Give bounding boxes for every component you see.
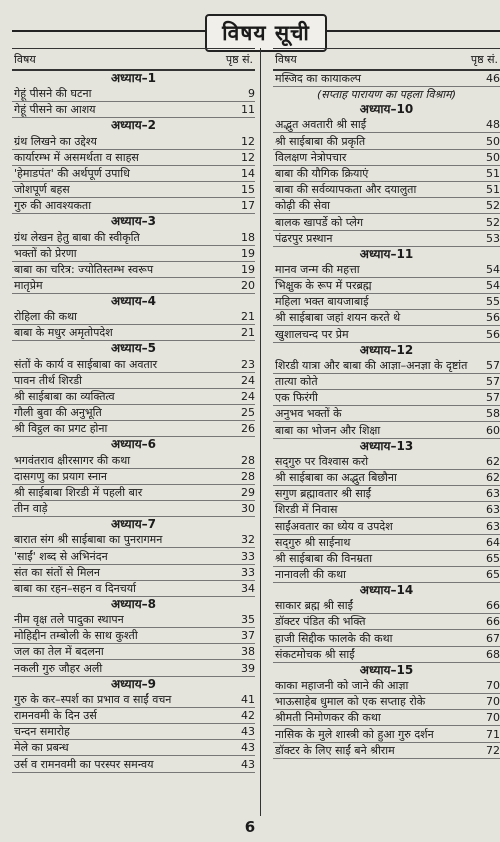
entry-title: श्री साईबाबा शिरडी में पहली बार	[14, 485, 143, 499]
toc-entry	[273, 374, 500, 390]
entry-title: भिक्षुक के रूप में परब्रह्म	[275, 279, 372, 293]
entry-title: मोहिद्दीन तम्बोली के साथ कुश्ती	[14, 629, 138, 643]
entry-title: गेहूं पीसने का आशय	[14, 103, 96, 117]
chapter-heading: अध्याय–2	[110, 118, 157, 133]
toc-entry	[12, 612, 255, 628]
entry-title: संकटमोचक श्री साईं	[275, 647, 355, 661]
entry-title: शिरडी में निवास	[275, 503, 338, 517]
entry-page: 43	[241, 757, 255, 771]
toc-entry	[273, 518, 500, 534]
entry-title: संत का संतों से मिलन	[14, 565, 100, 579]
entry-page: 19	[241, 246, 255, 260]
right-column	[273, 48, 500, 759]
entry-title: बालक खापर्डे को प्लेग	[275, 215, 364, 229]
toc-entry	[273, 454, 500, 470]
toc-entry	[12, 708, 255, 724]
chapter-heading: अध्याय–5	[110, 341, 157, 356]
left-contents	[12, 71, 255, 773]
entry-title: तीन वाड़े	[14, 502, 48, 516]
entry-title: भगवंतराव क्षीरसागर की कथा	[14, 453, 131, 467]
right-intro	[273, 71, 500, 87]
entry-page: 20	[241, 279, 255, 293]
toc-entry	[273, 710, 500, 726]
toc-entry	[12, 405, 255, 421]
entry-title: जल का तेल में बदलना	[14, 645, 104, 659]
entry-page: 52	[486, 215, 500, 229]
entry-page: 56	[486, 311, 500, 325]
toc-entry	[12, 692, 255, 708]
title-rule-left	[12, 30, 205, 32]
entry-title: गौली बुवा की अनुभूति	[14, 406, 102, 420]
entry-title: नीम वृक्ष तले पादुका स्थापन	[14, 613, 124, 627]
toc-entry	[12, 198, 255, 214]
entry-title: नकली गुरु जौहर अली	[14, 661, 103, 675]
entry-page: 24	[241, 390, 255, 403]
toc-entry	[12, 356, 255, 372]
toc-entry	[12, 166, 255, 182]
chapter-heading: अध्याय–15	[359, 662, 414, 677]
chapter-heading: अध्याय–1	[110, 71, 157, 85]
entry-page: 62	[486, 454, 500, 468]
entry-page: 34	[241, 581, 255, 595]
entry-page: 52	[486, 199, 500, 213]
entry-title: बाबा का चरित्र: ज्योतिस्तम्भ स्वरूप	[14, 262, 154, 276]
entry-page: 23	[241, 357, 255, 371]
entry-title: काका महाजनी को जाने की आज्ञा	[275, 679, 409, 692]
toc-entry	[273, 310, 500, 326]
chapter-heading: अध्याय–9	[110, 676, 157, 691]
toc-entry	[273, 294, 500, 310]
entry-title: जोशपूर्ण बहस	[14, 183, 70, 197]
toc-entry	[273, 567, 500, 583]
entry-title: बाबा का भोजन और शिक्षा	[275, 423, 381, 437]
entry-page: 14	[241, 166, 255, 180]
toc-entry	[273, 694, 500, 710]
entry-page: 19	[241, 262, 255, 276]
entry-title: गेहूं पीसने की घटना	[14, 87, 92, 101]
entry-page: 71	[486, 727, 500, 741]
title-rule-right	[323, 30, 500, 32]
entry-page: 32	[241, 533, 255, 547]
entry-page: 28	[241, 453, 255, 467]
toc-entry	[273, 198, 500, 214]
chapter-heading: अध्याय–11	[359, 246, 414, 261]
entry-page: 21	[241, 326, 255, 340]
entry-title: श्री विट्ठल का प्रगट होना	[14, 422, 108, 436]
entry-page: 62	[486, 470, 500, 484]
column-divider	[260, 48, 261, 816]
toc-entry	[273, 71, 500, 87]
toc-entry	[12, 756, 255, 772]
entry-page: 39	[241, 661, 255, 675]
entry-page: 21	[241, 310, 255, 324]
entry-page: 53	[486, 231, 500, 245]
page-heading: पृष्ठ सं.	[225, 52, 253, 66]
toc-entry	[273, 390, 500, 406]
entry-page: 29	[241, 485, 255, 499]
entry-title: रामनवमी के दिन उर्स	[14, 709, 97, 722]
toc-entry	[12, 660, 255, 676]
toc-entry	[12, 452, 255, 468]
toc-entry	[273, 422, 500, 438]
entry-page: 63	[486, 519, 500, 533]
entry-title: संतों के कार्य व साईबाबा का अवतार	[14, 357, 158, 371]
toc-entry	[12, 246, 255, 262]
entry-page: 24	[241, 373, 255, 387]
toc-entry	[273, 486, 500, 502]
toc-entry	[273, 214, 500, 230]
entry-title: बाबा की सर्वव्यापकता और दयालुता	[275, 183, 417, 197]
entry-title: डॉक्टर पंडित की भक्ति	[275, 615, 366, 629]
topic-heading: विषय	[14, 52, 36, 66]
entry-title: सद्‌गुरु पर विश्वास करो	[275, 454, 369, 468]
entry-page: 66	[486, 615, 500, 629]
entry-title: नानावली की कथा	[275, 568, 346, 582]
chapter-heading: अध्याय–4	[110, 294, 157, 309]
entry-page: 57	[486, 375, 500, 388]
entry-page: 43	[241, 725, 255, 739]
page-heading: पृष्ठ सं.	[470, 52, 498, 66]
entry-title: श्री साईबाबा की प्रकृति	[275, 134, 366, 148]
entry-page: 12	[241, 150, 255, 164]
toc-entry	[12, 581, 255, 597]
entry-title: हाजी सिद्दीक फालके की कथा	[275, 631, 393, 645]
entry-title: रोहिला की कथा	[14, 310, 77, 324]
entry-page: 33	[241, 549, 255, 563]
entry-page: 54	[486, 279, 500, 293]
entry-title: भाऊसाहेब धुमाल को एक सप्ताह रोके	[275, 695, 426, 709]
toc-entry	[273, 231, 500, 247]
entry-title: तात्या कोते	[275, 375, 318, 388]
toc-entry	[273, 262, 500, 278]
entry-title: सद्‌गुरु श्री साईनाथ	[275, 535, 351, 549]
entry-page: 15	[241, 183, 255, 197]
entry-page: 70	[486, 679, 500, 692]
entry-title: दासगणु का प्रयाग स्नान	[14, 469, 108, 483]
entry-title: श्रीमती निमोणकर की कथा	[275, 711, 381, 725]
toc-entry	[273, 726, 500, 742]
entry-title: मस्जिद का कायाकल्प	[275, 72, 361, 86]
entry-title: कोढ़ी की सेवा	[275, 199, 331, 213]
entry-title: कार्यारम्भ में असमर्थता व साहस	[14, 150, 139, 164]
entry-page: 54	[486, 262, 500, 276]
toc-entry	[12, 501, 255, 517]
entry-page: 65	[486, 568, 500, 582]
left-column	[12, 48, 255, 773]
right-contents	[273, 102, 500, 759]
entry-title: बारात संग श्री साईबाबा का पुनरागमन	[14, 533, 163, 547]
entry-page: 51	[486, 183, 500, 197]
toc-entry	[12, 133, 255, 149]
toc-entry	[12, 389, 255, 405]
entry-page: 50	[486, 150, 500, 164]
entry-page: 50	[486, 134, 500, 148]
entry-title: मातृप्रेम	[14, 279, 43, 293]
chapter-heading: अध्याय–3	[110, 214, 157, 229]
entry-page: 12	[241, 134, 255, 148]
toc-entry	[12, 644, 255, 660]
toc-entry	[273, 150, 500, 166]
toc-entry	[273, 551, 500, 567]
page-title: विषय सूची	[205, 14, 327, 52]
toc-entry	[273, 535, 500, 551]
toc-entry	[273, 647, 500, 663]
toc-entry	[12, 532, 255, 548]
entry-page: 28	[241, 469, 255, 483]
entry-page: 63	[486, 487, 500, 501]
intro-note: (सप्ताह पारायण का पहला विश्राम)	[316, 88, 456, 102]
entry-title: साकार ब्रह्म श्री साईं	[275, 599, 353, 613]
toc-entry	[12, 182, 255, 198]
entry-title: ग्रंथ लेखन हेतु बाबा की स्वीकृति	[14, 230, 140, 244]
toc-entry	[12, 724, 255, 740]
entry-page: 55	[486, 295, 500, 309]
entry-title: पंढरपुर प्रस्थान	[275, 231, 333, 245]
entry-page: 17	[241, 199, 255, 213]
entry-title: 'साईं' शब्द से अभिनंदन	[14, 549, 108, 563]
toc-entry	[273, 133, 500, 149]
entry-page: 46	[486, 72, 500, 86]
entry-title: ग्रंथ लिखने का उद्देश्य	[14, 134, 97, 148]
toc-entry	[273, 166, 500, 182]
entry-title: उर्स व रामनवमी का परस्पर समन्वय	[14, 757, 154, 771]
entry-page: 43	[241, 741, 255, 755]
entry-page: 41	[241, 692, 255, 706]
entry-title: खुशालचन्द पर प्रेम	[275, 327, 349, 341]
entry-page: 63	[486, 503, 500, 517]
entry-title: बाबा के मधुर अमृतोपदेश	[14, 326, 113, 340]
entry-title: अनुभव भक्तों के	[275, 407, 342, 421]
entry-page: 48	[486, 118, 500, 132]
entry-page: 60	[486, 423, 500, 437]
entry-page: 33	[241, 565, 255, 579]
entry-page: 11	[241, 103, 255, 117]
entry-title: बाबा की यौगिक क्रियाएं	[275, 166, 369, 180]
topic-heading: विषय	[275, 52, 297, 66]
entry-page: 35	[241, 613, 255, 627]
toc-entry	[273, 358, 500, 374]
entry-page: 72	[486, 743, 500, 757]
toc-entry	[12, 548, 255, 564]
page-number: 6	[244, 818, 256, 836]
entry-title: मेले का प्रबन्ध	[14, 741, 69, 755]
entry-page: 51	[486, 166, 500, 180]
entry-title: मानव जन्म की महत्ता	[275, 262, 360, 276]
toc-entry	[273, 470, 500, 486]
entry-title: श्री साईबाबा का व्यक्तित्व	[14, 390, 115, 403]
toc-entry	[12, 325, 255, 341]
entry-page: 70	[486, 695, 500, 709]
entry-title: डॉक्टर के लिए साईं बने श्रीराम	[275, 743, 395, 757]
toc-entry	[273, 598, 500, 614]
chapter-heading: अध्याय–7	[110, 517, 157, 532]
toc-entry	[273, 678, 500, 694]
entry-title: महिला भक्त बायजाबाई	[275, 295, 369, 309]
toc-entry	[273, 614, 500, 630]
entry-page: 66	[486, 599, 500, 613]
toc-entry	[12, 150, 255, 166]
entry-page: 57	[486, 391, 500, 405]
chapter-heading: अध्याय–14	[359, 583, 414, 598]
toc-entry	[12, 86, 255, 102]
entry-title: चन्दन समारोह	[14, 725, 70, 739]
entry-page: 65	[486, 551, 500, 565]
entry-title: शिरडी यात्रा और बाबा की आज्ञा–अनज्ञा के दृष्टांत	[275, 358, 468, 372]
entry-title: साईंअवतार का ध्येय व उपदेश	[275, 519, 393, 533]
toc-entry	[273, 326, 500, 342]
toc-entry	[12, 485, 255, 501]
chapter-heading: अध्याय–10	[359, 102, 414, 117]
toc-entry	[12, 102, 255, 118]
entry-title: विलक्षण नेत्रोपचार	[275, 150, 347, 164]
entry-page: 58	[486, 407, 500, 421]
entry-page: 56	[486, 327, 500, 341]
toc-entry	[273, 743, 500, 759]
entry-page: 30	[241, 502, 255, 516]
entry-title: नासिक के मुले शास्त्री को हुआ गुरु दर्शन	[275, 727, 434, 741]
toc-entry	[12, 628, 255, 644]
entry-title: भक्तों को प्रेरणा	[14, 246, 77, 260]
chapter-heading: अध्याय–13	[359, 438, 414, 453]
toc-entry	[273, 117, 500, 133]
entry-title: गुरु के कर–स्पर्श का प्रभाव व साईं वचन	[14, 692, 172, 706]
toc-entry	[273, 278, 500, 294]
toc-entry	[12, 469, 255, 485]
entry-page: 25	[241, 406, 255, 420]
entry-title: श्री साईबाबा का अद्भुत बिछौना	[275, 470, 397, 484]
entry-title: गुरु की आवश्यकता	[14, 199, 92, 213]
chapter-heading: अध्याय–8	[110, 596, 157, 611]
entry-page: 38	[241, 645, 255, 659]
entry-title: अद्भुत अवतारी श्री साईं	[275, 118, 367, 132]
entry-title: एक फिरंगी	[275, 391, 318, 405]
toc-entry	[12, 740, 255, 756]
entry-title: सगुण ब्रह्मावतार श्री साईं	[275, 487, 372, 501]
entry-page: 18	[241, 230, 255, 244]
entry-page: 67	[486, 631, 500, 645]
toc-entry	[12, 262, 255, 278]
left-column-header	[12, 48, 255, 71]
toc-entry	[12, 229, 255, 245]
entry-page: 37	[241, 629, 255, 643]
chapter-heading: अध्याय–6	[110, 437, 157, 452]
toc-entry	[273, 182, 500, 198]
entry-page: 68	[486, 647, 500, 661]
entry-page: 64	[486, 535, 500, 549]
entry-page: 57	[486, 358, 500, 372]
entry-page: 70	[486, 711, 500, 725]
toc-entry	[12, 421, 255, 437]
toc-entry	[273, 502, 500, 518]
entry-page: 9	[248, 87, 255, 101]
toc-entry	[12, 278, 255, 294]
toc-entry	[273, 630, 500, 646]
entry-title: श्री साईबाबा जहां शयन करते थे	[275, 311, 401, 325]
entry-title: पावन तीर्थ शिरडी	[14, 373, 83, 387]
entry-page: 26	[241, 422, 255, 436]
toc-entry	[12, 309, 255, 325]
toc-entry	[273, 406, 500, 422]
entry-page: 42	[241, 709, 255, 722]
chapter-heading: अध्याय–12	[359, 342, 414, 357]
toc-entry	[12, 565, 255, 581]
toc-entry	[12, 373, 255, 389]
right-column-header	[273, 48, 500, 71]
entry-title: 'हेमाडपंत' की अर्थपूर्ण उपाधि	[14, 166, 130, 180]
entry-title: बाबा का रहन–सहन व दिनचर्या	[14, 581, 136, 595]
entry-title: श्री साईबाबा की विनम्रता	[275, 551, 373, 565]
